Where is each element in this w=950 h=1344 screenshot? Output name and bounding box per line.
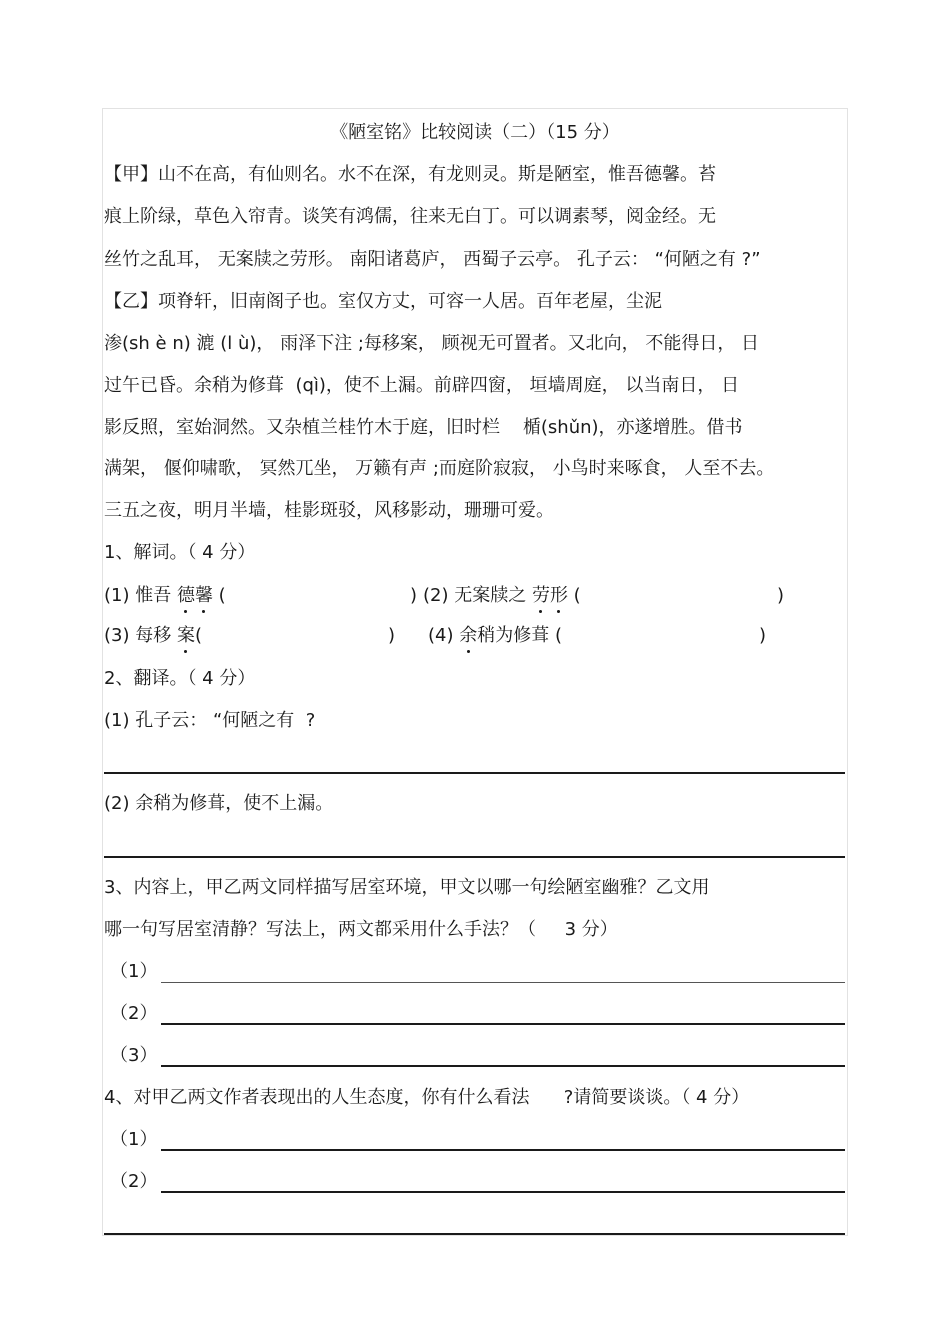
q3-answer-line-2[interactable]: [161, 1023, 845, 1025]
q2-item-1: (1) 孔子云： “何陋之有 ?: [104, 710, 316, 731]
q3-answer-line-3[interactable]: [161, 1065, 845, 1067]
q1-item-1-pre: (1) 惟吾: [104, 585, 177, 606]
q1-item-1-close: ): [410, 585, 418, 606]
q1-heading: 1、解词。（ 4 分）: [104, 542, 256, 563]
passage-b-line-2: 渗(sh è n) 漉 (l ù)， 雨泽下注 ;每移案， 顾视无可置者。又北向， 不能得日， 日: [104, 333, 760, 354]
q1-item-2: [423, 584, 581, 608]
q1-item-1: [104, 584, 226, 608]
q1-item-4-close: ): [759, 625, 767, 646]
q1-item-1-char-1: 德: [176, 585, 195, 606]
q4-label-1: （1）: [110, 1129, 158, 1150]
page-title: 《陋室铭》比较阅读（二）（15 分）: [330, 122, 620, 143]
q3-line-2: 哪一句写居室清静？写法上，两文都采用什么手法？（ 3 分）: [104, 919, 618, 940]
q3-answer-line-1[interactable]: [161, 982, 845, 983]
q1-item-3-close: ): [388, 625, 396, 646]
q1-item-1-post: (: [212, 585, 226, 606]
q4-answer-line-2[interactable]: [161, 1191, 845, 1193]
q1-item-3-pre: (3) 每移: [104, 625, 177, 646]
q1-item-2-char-2: 形: [549, 585, 568, 606]
passage-a-line-3: 丝竹之乱耳， 无案牍之劳形。 南阳诸葛庐， 西蜀子云亭。 孔子云： “何陋之有 ?”: [104, 249, 761, 270]
q2-heading: 2、翻译。（ 4 分）: [104, 668, 256, 689]
q1-item-2-post: (: [567, 585, 581, 606]
passage-b-line-3: 过午已昏。余稍为修葺 (qì)，使不上漏。前辟四窗， 垣墙周庭， 以当南日， 日: [104, 375, 740, 396]
passage-b-line-4: 影反照，室始洞然。又杂植兰桂竹木于庭，旧时栏 楯(shǔn)，亦遂增胜。借书: [104, 417, 743, 438]
q1-item-2-char-1: 劳: [531, 585, 550, 606]
q1-item-3-char-1: 案: [176, 625, 195, 646]
q4-label-2: （2）: [110, 1171, 158, 1192]
passage-a-line-2: 痕上阶绿，草色入帘青。谈笑有鸿儒，往来无白丁。可以调素琴，阅金经。无: [104, 206, 716, 227]
q2-answer-line-2[interactable]: [104, 856, 845, 858]
q1-item-2-close: ): [777, 585, 785, 606]
q3-label-2: （2）: [110, 1003, 158, 1024]
q4-answer-line-1[interactable]: [161, 1149, 845, 1151]
q1-item-4-char-1: 余: [459, 625, 478, 646]
q1-item-1-char-2: 馨: [194, 585, 213, 606]
q1-item-3: [104, 624, 202, 648]
q1-item-4: [428, 624, 562, 648]
q1-item-2-pre: (2) 无案牍之: [423, 585, 532, 606]
q3-line-1: 3、内容上，甲乙两文同样描写居室环境，甲文以哪一句绘陋室幽雅？乙文用: [104, 877, 710, 898]
passage-b-line-6: 三五之夜，明月半墙，桂影斑驳，风移影动，珊珊可爱。: [104, 500, 554, 521]
q3-label-3: （3）: [110, 1045, 158, 1066]
q3-label-1: （1）: [110, 961, 158, 982]
q1-item-3-post: (: [194, 625, 202, 646]
passage-b-line-5: 满架， 偃仰啸歌， 冥然兀坐， 万籁有声 ;而庭阶寂寂， 小鸟时来啄食， 人至不去。: [104, 458, 775, 479]
passage-a-line-1: 【甲】山不在高，有仙则名。水不在深，有龙则灵。斯是陋室，惟吾德馨。苔: [104, 164, 716, 185]
q2-answer-line-1[interactable]: [104, 772, 845, 774]
q1-item-4-pre: (4): [428, 625, 460, 646]
passage-b-line-1: 【乙】项脊轩，旧南阁子也。室仅方丈，可容一人居。百年老屋，尘泥: [104, 291, 662, 312]
q1-item-4-post: 稍为修葺 (: [477, 625, 562, 646]
q2-item-2: (2) 余稍为修葺，使不上漏。: [104, 793, 334, 814]
q4-answer-line-3[interactable]: [104, 1233, 845, 1235]
q4-line-1: 4、对甲乙两文作者表现出的人生态度，你有什么看法 ?请简要谈谈。（ 4 分）: [104, 1087, 750, 1108]
